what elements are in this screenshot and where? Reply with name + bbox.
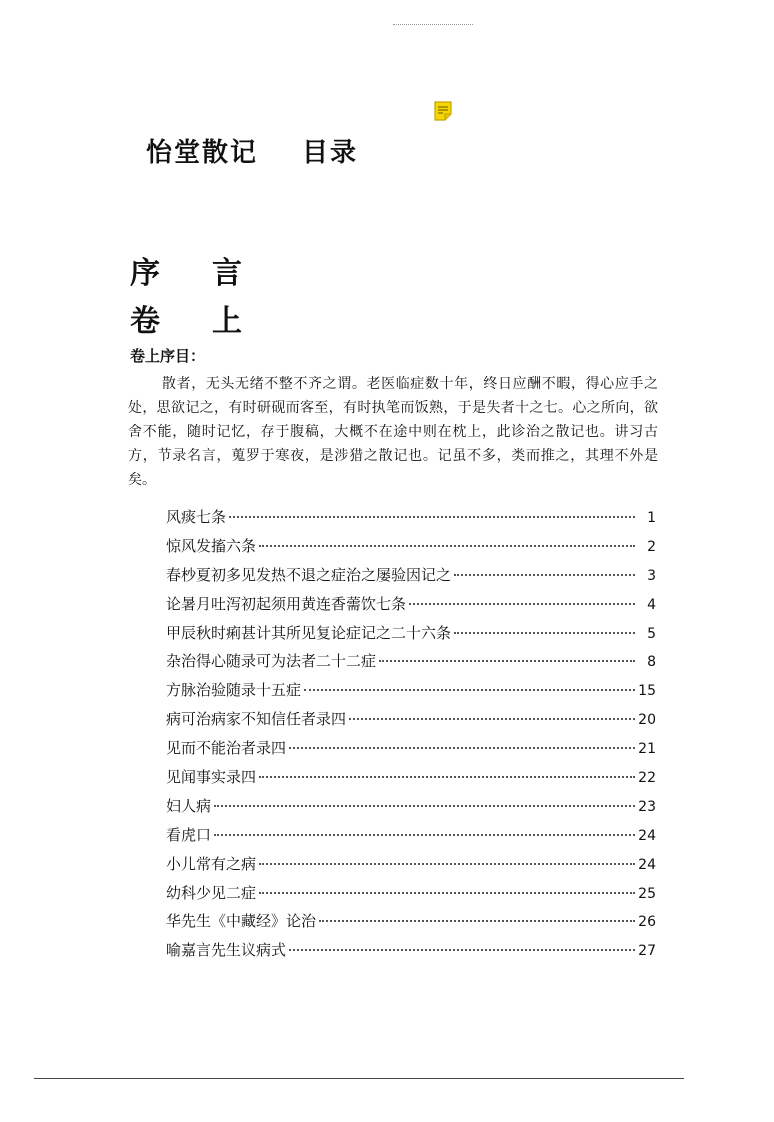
toc-entry[interactable] [166, 622, 656, 651]
dot-leader [259, 545, 635, 547]
toc-entry-title: 妇人病 [166, 796, 212, 815]
dot-leader [454, 574, 635, 576]
toc-entry-page: 24 [638, 856, 656, 873]
dot-leader [319, 920, 635, 922]
toc-entry-title: 喻嘉言先生议病式 [166, 941, 287, 960]
toc-entry[interactable] [166, 795, 656, 824]
toc-entry-title: 幼科少见二症 [166, 883, 257, 902]
toc-entry[interactable] [166, 824, 656, 853]
toc-entry-page: 4 [647, 596, 656, 613]
toc-entry-title: 病可治病家不知信任者录四 [166, 710, 347, 729]
toc-entry[interactable] [166, 939, 656, 968]
dot-leader [289, 747, 635, 749]
toc-entry-title: 小儿常有之病 [166, 854, 257, 873]
toc-entry-page: 21 [638, 741, 656, 758]
toc-entry-page: 27 [638, 943, 656, 960]
toc-entry[interactable] [166, 853, 656, 882]
dot-leader [214, 805, 635, 807]
toc-entry-title: 见闻事实录四 [166, 768, 257, 787]
toc-entry-title: 见而不能治者录四 [166, 739, 287, 758]
toc-entry-title: 杂治得心随录可为法者二十二症 [166, 652, 377, 671]
dot-leader [304, 689, 635, 691]
toc-entry-title: 春杪夏初多见发热不退之症治之屡验因记之 [166, 565, 452, 584]
toc-entry[interactable] [166, 506, 656, 535]
toc-entry-title: 论暑月吐泻初起须用黄连香薷饮七条 [166, 594, 407, 613]
toc-entry[interactable] [166, 679, 656, 708]
book-title: 怡堂散记 [146, 138, 259, 168]
toc-entry-title: 甲辰秋时痢甚计其所见复论症记之二十六条 [166, 623, 452, 642]
bottom-rule [34, 1078, 684, 1079]
toc-entry-page: 20 [638, 712, 656, 729]
toc-entry[interactable] [166, 535, 656, 564]
toc-entry-title: 风痰七条 [166, 508, 227, 526]
preface-title: 卷上序目： [130, 347, 206, 365]
dot-leader [259, 776, 635, 778]
dot-leader [409, 603, 635, 605]
toc-entry-page: 8 [647, 654, 656, 671]
toc-entry[interactable] [166, 708, 656, 737]
toc-entry[interactable] [166, 650, 656, 679]
dot-leader [259, 892, 635, 894]
toc-entry[interactable] [166, 910, 656, 939]
page-title [146, 132, 358, 169]
toc-entry-title: 看虎口 [166, 825, 212, 844]
dot-leader [349, 718, 635, 720]
toc-entry[interactable] [166, 737, 656, 766]
toc-entry-page: 25 [638, 885, 656, 902]
toc-entry-page: 5 [647, 625, 656, 642]
toc-entry[interactable] [166, 882, 656, 911]
toc-entry-page: 22 [638, 770, 656, 787]
preface-text: 散者，无头无绪不整不齐之谓。老医临症数十年，终日应酬不暇，得心应手之处，思欲记之，有时研砚而客至，有时执笔而饭熟，于是失者十之七。心之所向，欲舍不能，随时记忆，存于腹稿，大概不在途中则在枕上，此诊治之散记也。讲习古方，节录名言，蒐罗于寒夜，是涉猎之散记也。记虽不多，类而推之，其理不外是矣。 [128, 376, 658, 488]
dot-leader [259, 863, 635, 865]
toc-entry[interactable] [166, 766, 656, 795]
toc-entry-page: 2 [647, 538, 656, 555]
scan-artifact-dots [393, 24, 473, 25]
toc-entry[interactable] [166, 593, 656, 622]
toc-entry-page: 15 [638, 683, 656, 700]
dot-leader [214, 834, 635, 836]
toc-entry-page: 24 [638, 827, 656, 844]
toc-entry[interactable] [166, 564, 656, 593]
toc-entry-title: 惊风发搐六条 [166, 536, 257, 555]
toc-entry-title: 方脉治验随录十五症 [166, 681, 302, 700]
toc-entry-page: 26 [638, 914, 656, 931]
toc-entry-title: 华先生《中藏经》论治 [166, 912, 317, 931]
dot-leader [454, 632, 635, 634]
section-heading-volume: 卷 上 [130, 304, 242, 339]
contents-label: 目录 [302, 138, 359, 168]
dot-leader [289, 949, 635, 951]
section-heading-preface: 序 言 [130, 256, 242, 291]
dot-leader [229, 516, 635, 518]
table-of-contents [166, 506, 656, 968]
sticky-note-icon[interactable] [434, 101, 452, 121]
toc-entry-page: 3 [647, 567, 656, 584]
dot-leader [379, 660, 635, 662]
toc-entry-page: 1 [647, 510, 656, 526]
toc-entry-page: 23 [638, 798, 656, 815]
